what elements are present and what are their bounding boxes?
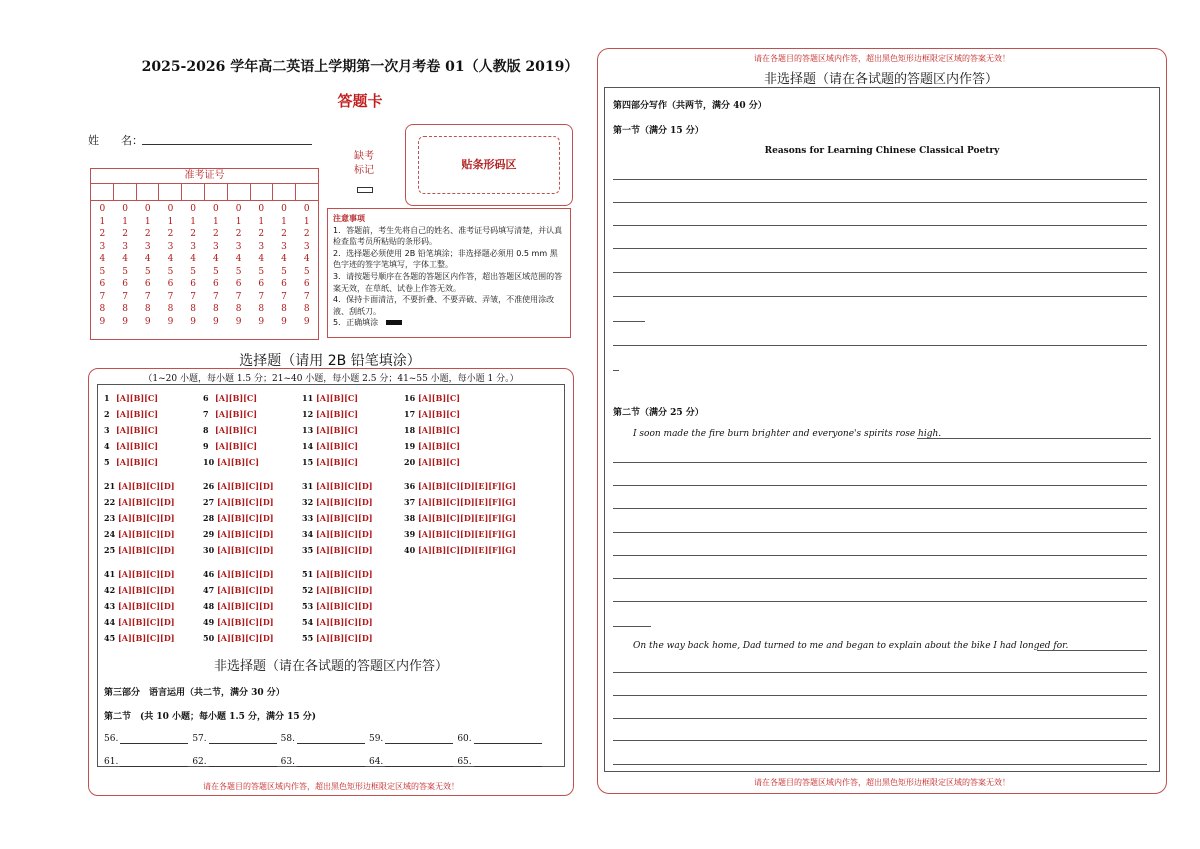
candidate-digit-bubble[interactable]: 8 bbox=[303, 304, 310, 314]
part4-section1-heading: 第一节（满分 15 分） bbox=[613, 126, 704, 136]
question-50-options[interactable]: 50 [A][B][C][D] bbox=[203, 633, 274, 643]
candidate-digit-bubble[interactable]: 9 bbox=[258, 316, 265, 327]
candidate-digit-bubble[interactable]: 3 bbox=[235, 241, 242, 252]
candidate-digit-bubble[interactable]: 8 bbox=[281, 304, 287, 314]
candidate-digit-bubble[interactable]: 4 bbox=[190, 254, 197, 264]
blank-answer-line[interactable] bbox=[385, 733, 453, 744]
question-2-options[interactable]: 2 [A][B][C] bbox=[104, 409, 159, 419]
question-19-options[interactable]: 19 [A][B][C] bbox=[404, 441, 461, 451]
candidate-digit-bubble[interactable]: 6 bbox=[213, 279, 219, 289]
candidate-digit-bubble[interactable]: 5 bbox=[258, 266, 265, 277]
question-20-options[interactable]: 20 [A][B][C] bbox=[404, 457, 461, 467]
question-49-options[interactable]: 49 [A][B][C][D] bbox=[203, 617, 274, 627]
candidate-digit-bubble[interactable]: 1 bbox=[258, 216, 265, 227]
blank-answer-line[interactable] bbox=[474, 756, 542, 767]
writing-line[interactable] bbox=[1037, 650, 1147, 651]
absent-mark-box[interactable] bbox=[357, 187, 373, 193]
candidate-digit-bubble[interactable]: 1 bbox=[235, 216, 242, 227]
candidate-digit-bubble[interactable]: 6 bbox=[190, 279, 197, 289]
candidate-digit-bubble[interactable]: 3 bbox=[144, 241, 151, 252]
part4-heading: 第四部分写作（共两节，满分 40 分） bbox=[613, 101, 767, 111]
question-9-options[interactable]: 9 [A][B][C] bbox=[203, 441, 258, 451]
question-36-options[interactable]: 36 [A][B][C][D][E][F][G] bbox=[404, 481, 516, 491]
candidate-digit-bubble[interactable]: 9 bbox=[190, 316, 197, 327]
candidate-digit-bubble[interactable]: 9 bbox=[281, 316, 287, 327]
candidate-digit-column[interactable] bbox=[182, 201, 205, 337]
blank-answer-line[interactable] bbox=[474, 733, 542, 744]
question-47-options[interactable]: 47 [A][B][C][D] bbox=[203, 585, 274, 595]
candidate-digit-bubble[interactable]: 1 bbox=[213, 216, 219, 227]
candidate-digit-bubble[interactable]: 6 bbox=[258, 279, 265, 289]
candidate-digit-bubble[interactable]: 6 bbox=[144, 279, 151, 289]
candidate-digit-bubble[interactable]: 2 bbox=[122, 229, 128, 239]
candidate-digit-bubble[interactable]: 1 bbox=[167, 216, 174, 227]
right-bottom-warning: 请在各题目的答题区域内作答，超出黑色矩形边框限定区域的答案无效！ bbox=[754, 778, 1010, 787]
question-38-options[interactable]: 38 [A][B][C][D][E][F][G] bbox=[404, 513, 516, 523]
question-46-options[interactable]: 46 [A][B][C][D] bbox=[203, 569, 274, 579]
blank-label: 57. bbox=[192, 734, 207, 744]
candidate-digit-bubble[interactable]: 0 bbox=[258, 204, 265, 214]
candidate-digit-column[interactable] bbox=[273, 201, 296, 337]
question-32-options[interactable]: 32 [A][B][C][D] bbox=[302, 497, 373, 507]
question-3-options[interactable]: 3 [A][B][C] bbox=[104, 425, 159, 435]
candidate-digit-bubble[interactable]: 0 bbox=[122, 204, 128, 214]
candidate-digit-bubble[interactable]: 5 bbox=[281, 266, 287, 277]
question-45-options[interactable]: 45 [A][B][C][D] bbox=[104, 633, 175, 643]
question-44-options[interactable]: 44 [A][B][C][D] bbox=[104, 617, 175, 627]
candidate-digit-bubble[interactable]: 3 bbox=[99, 241, 106, 252]
essay-title: Reasons for Learning Chinese Classical Poetry bbox=[764, 146, 1000, 156]
candidate-digit-bubble[interactable]: 0 bbox=[144, 204, 151, 214]
candidate-digit-bubble[interactable]: 7 bbox=[167, 291, 174, 302]
barcode-area bbox=[405, 124, 573, 206]
question-51-options[interactable]: 51 [A][B][C][D] bbox=[302, 569, 373, 579]
candidate-digit-bubble[interactable]: 5 bbox=[167, 266, 174, 277]
name-label: 姓 名： bbox=[88, 134, 143, 147]
question-29-options[interactable]: 29 [A][B][C][D] bbox=[203, 529, 274, 539]
blank-answer-line[interactable] bbox=[120, 733, 188, 744]
candidate-digit-bubble[interactable]: 2 bbox=[213, 229, 219, 239]
writing-line[interactable] bbox=[613, 202, 1147, 203]
blank-row bbox=[104, 733, 546, 744]
writing-line[interactable] bbox=[613, 764, 1147, 765]
question-6-options[interactable]: 6 [A][B][C] bbox=[203, 393, 258, 403]
writing-line[interactable] bbox=[613, 272, 1147, 273]
question-17-options[interactable]: 17 [A][B][C] bbox=[404, 409, 461, 419]
writing-line[interactable] bbox=[613, 740, 1147, 741]
candidate-digit-bubble[interactable]: 7 bbox=[303, 291, 310, 302]
candidate-digit-bubble[interactable]: 4 bbox=[281, 254, 287, 264]
candidate-digit-bubble[interactable]: 6 bbox=[303, 279, 310, 289]
candidate-digit-bubble[interactable]: 8 bbox=[213, 304, 219, 314]
writing-line[interactable] bbox=[613, 485, 1147, 486]
candidate-digit-bubble[interactable]: 0 bbox=[281, 204, 287, 214]
candidate-digit-bubble[interactable]: 2 bbox=[167, 229, 174, 239]
writing-line[interactable] bbox=[613, 462, 1147, 463]
candidate-digit-bubble[interactable]: 9 bbox=[167, 316, 174, 327]
writing-line[interactable] bbox=[613, 532, 1147, 533]
candidate-digit-bubble[interactable]: 0 bbox=[190, 204, 197, 214]
question-14-options[interactable]: 14 [A][B][C] bbox=[302, 441, 359, 451]
candidate-digit-bubble[interactable]: 8 bbox=[122, 304, 128, 314]
candidate-number-input-cells[interactable] bbox=[91, 184, 318, 201]
blank-label: 62. bbox=[192, 757, 207, 767]
notes-title: 注意事项 bbox=[333, 214, 365, 223]
candidate-digit-bubble[interactable]: 9 bbox=[213, 316, 219, 327]
candidate-digit-bubble[interactable]: 3 bbox=[258, 241, 265, 252]
question-39-options[interactable]: 39 [A][B][C][D][E][F][G] bbox=[404, 529, 516, 539]
candidate-digit-bubble[interactable]: 6 bbox=[122, 279, 128, 289]
question-41-options[interactable]: 41 [A][B][C][D] bbox=[104, 569, 175, 579]
candidate-digit-bubble[interactable]: 0 bbox=[167, 204, 174, 214]
blank-answer-line[interactable] bbox=[209, 756, 277, 767]
choice-scoring-note: （1~20 小题，每小题 1.5 分；21~40 小题，每小题 2.5 分；41~55 小题，每小题 1 分。） bbox=[143, 374, 519, 384]
question-7-options[interactable]: 7 [A][B][C] bbox=[203, 409, 258, 419]
name-field[interactable] bbox=[142, 144, 312, 145]
candidate-digit-bubble[interactable]: 8 bbox=[190, 304, 197, 314]
candidate-digit-column[interactable] bbox=[295, 201, 318, 337]
candidate-digit-bubble[interactable]: 7 bbox=[190, 291, 197, 302]
candidate-digit-bubble[interactable]: 8 bbox=[258, 304, 265, 314]
choice-section-box bbox=[88, 368, 574, 796]
writing-line[interactable] bbox=[613, 672, 1147, 673]
barcode-label: 贴条形码区 bbox=[418, 136, 560, 194]
candidate-digit-bubble[interactable]: 6 bbox=[281, 279, 287, 289]
writing-line[interactable] bbox=[613, 601, 1147, 602]
writing-line[interactable] bbox=[613, 296, 1147, 297]
question-54-options[interactable]: 54 [A][B][C][D] bbox=[302, 617, 373, 627]
question-24-options[interactable]: 24 [A][B][C][D] bbox=[104, 529, 175, 539]
candidate-digit-bubble[interactable]: 2 bbox=[303, 229, 310, 239]
candidate-number-bubble-grid[interactable] bbox=[91, 201, 318, 337]
question-48-options[interactable]: 48 [A][B][C][D] bbox=[203, 601, 274, 611]
candidate-digit-bubble[interactable]: 5 bbox=[190, 266, 197, 277]
notes-item: 5．正确填涂 bbox=[333, 317, 565, 329]
blank-answer-line[interactable] bbox=[297, 756, 365, 767]
candidate-digit-column[interactable] bbox=[227, 201, 250, 337]
notes-item: 4．保持卡面清洁，不要折叠、不要弄破、弄皱，不准使用涂改液、刮纸刀。 bbox=[333, 295, 555, 316]
candidate-digit-column[interactable] bbox=[91, 201, 114, 337]
writing-line[interactable] bbox=[613, 321, 645, 322]
notes-item: 3．请按题号顺序在各题的答题区内作答，超出答题区域范围的答案无效，在草纸、试卷上作答无效。 bbox=[333, 271, 563, 293]
candidate-digit-column[interactable] bbox=[114, 201, 137, 337]
notes-item: 2．选择题必须使用 2B 铅笔填涂；非选择题必须用 0.5 mm 黑色字迹的签字笔填写，字体工整。 bbox=[333, 248, 558, 270]
question-42-options[interactable]: 42 [A][B][C][D] bbox=[104, 585, 175, 595]
candidate-digit-bubble[interactable]: 8 bbox=[144, 304, 151, 314]
writing-line[interactable] bbox=[613, 555, 1147, 556]
question-21-options[interactable]: 21 [A][B][C][D] bbox=[104, 481, 175, 491]
candidate-digit-bubble[interactable]: 2 bbox=[190, 229, 197, 239]
candidate-digit-bubble[interactable]: 4 bbox=[303, 254, 310, 264]
question-30-options[interactable]: 30 [A][B][C][D] bbox=[203, 545, 274, 555]
notes-item: 1．答题前，考生先将自己的姓名、准考证号码填写清楚，并认真检查监考员所粘贴的条形码。 bbox=[333, 225, 563, 247]
blank-label: 56. bbox=[104, 734, 119, 744]
blank-label: 63. bbox=[280, 757, 295, 767]
candidate-digit-bubble[interactable]: 4 bbox=[99, 254, 106, 264]
candidate-digit-bubble[interactable]: 2 bbox=[281, 229, 287, 239]
candidate-digit-bubble[interactable]: 3 bbox=[303, 241, 310, 252]
candidate-digit-bubble[interactable]: 9 bbox=[99, 316, 106, 327]
writing-line[interactable] bbox=[613, 578, 1147, 579]
candidate-digit-column[interactable] bbox=[136, 201, 159, 337]
candidate-digit-column[interactable] bbox=[250, 201, 273, 337]
candidate-digit-bubble[interactable]: 9 bbox=[144, 316, 151, 327]
candidate-digit-bubble[interactable]: 1 bbox=[144, 216, 151, 227]
question-13-options[interactable]: 13 [A][B][C] bbox=[302, 425, 359, 435]
candidate-digit-bubble[interactable]: 0 bbox=[303, 204, 310, 214]
candidate-digit-bubble[interactable]: 0 bbox=[99, 204, 106, 214]
blank-answer-line[interactable] bbox=[209, 733, 277, 744]
part3-heading: 第三部分 语言运用（共二节，满分 30 分） bbox=[104, 688, 285, 698]
candidate-digit-bubble[interactable]: 3 bbox=[167, 241, 174, 252]
question-23-options[interactable]: 23 [A][B][C][D] bbox=[104, 513, 175, 523]
blank-answer-line[interactable] bbox=[385, 756, 453, 767]
candidate-digit-bubble[interactable]: 2 bbox=[258, 229, 265, 239]
candidate-digit-bubble[interactable]: 3 bbox=[190, 241, 197, 252]
paragraph1-opening: I soon made the fire burn brighter and everyone's spirits rose high. bbox=[633, 429, 942, 439]
question-4-options[interactable]: 4 [A][B][C] bbox=[104, 441, 159, 451]
candidate-digit-column[interactable] bbox=[159, 201, 182, 337]
candidate-digit-bubble[interactable]: 5 bbox=[213, 266, 219, 277]
candidate-digit-bubble[interactable]: 7 bbox=[258, 291, 265, 302]
blank-label: 64. bbox=[368, 757, 384, 767]
question-34-options[interactable]: 34 [A][B][C][D] bbox=[302, 529, 373, 539]
writing-line[interactable] bbox=[613, 248, 1147, 249]
absent-mark-label: 缺考 标记 bbox=[354, 151, 374, 176]
candidate-digit-bubble[interactable]: 4 bbox=[235, 254, 242, 264]
candidate-digit-bubble[interactable]: 4 bbox=[213, 254, 219, 264]
part3-section2-heading: 第二节 (共 10 小题；每小题 1.5 分，满分 15 分) bbox=[104, 712, 317, 722]
writing-line[interactable] bbox=[613, 345, 1147, 346]
candidate-digit-bubble[interactable]: 1 bbox=[281, 216, 287, 227]
question-15-options[interactable]: 15 [A][B][C] bbox=[302, 457, 359, 467]
candidate-number-box bbox=[90, 168, 319, 340]
blank-label: 65. bbox=[457, 757, 472, 767]
right-top-warning: 请在各题目的答题区域内作答，超出黑色矩形边框限定区域的答案无效！ bbox=[754, 54, 1010, 63]
question-40-options[interactable]: 40 [A][B][C][D][E][F][G] bbox=[404, 545, 516, 555]
writing-line[interactable] bbox=[613, 179, 1147, 180]
question-27-options[interactable]: 27 [A][B][C][D] bbox=[203, 497, 274, 507]
candidate-digit-bubble[interactable]: 7 bbox=[122, 291, 128, 302]
candidate-digit-bubble[interactable]: 0 bbox=[235, 204, 242, 214]
candidate-digit-bubble[interactable]: 6 bbox=[99, 279, 106, 289]
writing-line[interactable] bbox=[613, 695, 1147, 696]
writing-line[interactable] bbox=[613, 718, 1147, 719]
question-22-options[interactable]: 22 [A][B][C][D] bbox=[104, 497, 175, 507]
question-1-options[interactable]: 1 [A][B][C] bbox=[104, 393, 159, 403]
blank-answer-line[interactable] bbox=[297, 733, 365, 744]
part4-section2-heading: 第二节（满分 25 分） bbox=[613, 408, 704, 418]
writing-line[interactable] bbox=[613, 225, 1147, 226]
left-footer-warning: 请在各题目的答题区域内作答，超出黑色矩形边框限定区域的答案无效！ bbox=[203, 782, 459, 791]
candidate-digit-bubble[interactable]: 6 bbox=[235, 279, 242, 289]
question-10-options[interactable]: 10 [A][B][C] bbox=[203, 457, 260, 467]
question-18-options[interactable]: 18 [A][B][C] bbox=[404, 425, 461, 435]
candidate-digit-bubble[interactable]: 1 bbox=[303, 216, 310, 227]
candidate-digit-bubble[interactable]: 1 bbox=[122, 216, 128, 227]
candidate-digit-bubble[interactable]: 8 bbox=[235, 304, 242, 314]
question-52-options[interactable]: 52 [A][B][C][D] bbox=[302, 585, 373, 595]
candidate-digit-bubble[interactable]: 1 bbox=[99, 216, 106, 227]
candidate-digit-bubble[interactable]: 4 bbox=[167, 254, 174, 264]
writing-line[interactable] bbox=[613, 508, 1147, 509]
candidate-digit-bubble[interactable]: 8 bbox=[99, 304, 106, 314]
candidate-digit-bubble[interactable]: 1 bbox=[190, 216, 197, 227]
right-nonchoice-heading: 非选择题（请在各试题的答题区内作答） bbox=[763, 72, 998, 87]
candidate-digit-bubble[interactable]: 5 bbox=[99, 266, 106, 277]
question-25-options[interactable]: 25 [A][B][C][D] bbox=[104, 545, 175, 555]
candidate-digit-bubble[interactable]: 2 bbox=[99, 229, 106, 239]
writing-line[interactable] bbox=[613, 626, 651, 627]
writing-line[interactable] bbox=[613, 370, 619, 371]
question-8-options[interactable]: 8 [A][B][C] bbox=[203, 425, 258, 435]
question-12-options[interactable]: 12 [A][B][C] bbox=[302, 409, 359, 419]
candidate-digit-bubble[interactable]: 8 bbox=[167, 304, 174, 314]
candidate-digit-bubble[interactable]: 4 bbox=[122, 254, 128, 264]
candidate-digit-bubble[interactable]: 3 bbox=[213, 241, 219, 252]
question-43-options[interactable]: 43 [A][B][C][D] bbox=[104, 601, 175, 611]
candidate-digit-bubble[interactable]: 7 bbox=[99, 291, 106, 302]
candidate-number-label: 准考证号 bbox=[91, 169, 318, 184]
question-53-options[interactable]: 53 [A][B][C][D] bbox=[302, 601, 373, 611]
answer-sheet-title: 答题卡 bbox=[337, 92, 383, 110]
candidate-digit-bubble[interactable]: 9 bbox=[235, 316, 242, 327]
left-nonchoice-heading: 非选择题（请在各试题的答题区内作答） bbox=[213, 659, 448, 674]
blank-label: 59. bbox=[368, 734, 384, 744]
candidate-digit-bubble[interactable]: 3 bbox=[281, 241, 287, 252]
candidate-digit-bubble[interactable]: 2 bbox=[144, 229, 151, 239]
candidate-digit-bubble[interactable]: 5 bbox=[144, 266, 151, 277]
candidate-digit-bubble[interactable]: 7 bbox=[235, 291, 242, 302]
candidate-digit-bubble[interactable]: 3 bbox=[122, 241, 128, 252]
candidate-digit-bubble[interactable]: 7 bbox=[144, 291, 151, 302]
question-16-options[interactable]: 16 [A][B][C] bbox=[404, 393, 461, 403]
candidate-digit-bubble[interactable]: 2 bbox=[235, 229, 242, 239]
writing-answer-area[interactable] bbox=[604, 87, 1160, 772]
notes-box bbox=[327, 208, 571, 338]
exam-title: 2025-2026 学年高二英语上学期第一次月考卷 01（人教版 2019） bbox=[141, 59, 579, 75]
paragraph2-opening: On the way back home, Dad turned to me and began to explain about the bike I had longed for. bbox=[633, 641, 1069, 651]
choice-section-heading: 选择题（请用 2B 铅笔填涂） bbox=[239, 353, 421, 369]
blank-label: 60. bbox=[457, 734, 472, 744]
candidate-digit-bubble[interactable]: 4 bbox=[144, 254, 151, 264]
blank-answer-line[interactable] bbox=[120, 756, 188, 767]
question-26-options[interactable]: 26 [A][B][C][D] bbox=[203, 481, 274, 491]
question-33-options[interactable]: 33 [A][B][C][D] bbox=[302, 513, 373, 523]
question-31-options[interactable]: 31 [A][B][C][D] bbox=[302, 481, 373, 491]
candidate-digit-bubble[interactable]: 6 bbox=[167, 279, 174, 289]
candidate-digit-bubble[interactable]: 5 bbox=[122, 266, 128, 277]
candidate-digit-bubble[interactable]: 9 bbox=[122, 316, 128, 327]
blank-row bbox=[104, 756, 546, 767]
question-5-options[interactable]: 5 [A][B][C] bbox=[104, 457, 159, 467]
question-37-options[interactable]: 37 [A][B][C][D][E][F][G] bbox=[404, 497, 516, 507]
question-11-options[interactable]: 11 [A][B][C] bbox=[302, 393, 359, 403]
candidate-digit-bubble[interactable]: 5 bbox=[235, 266, 242, 277]
candidate-digit-column[interactable] bbox=[205, 201, 228, 337]
candidate-digit-bubble[interactable]: 0 bbox=[213, 204, 219, 214]
blank-label: 58. bbox=[280, 734, 295, 744]
candidate-digit-bubble[interactable]: 5 bbox=[303, 266, 310, 277]
question-35-options[interactable]: 35 [A][B][C][D] bbox=[302, 545, 373, 555]
question-55-options[interactable]: 55 [A][B][C][D] bbox=[302, 633, 373, 643]
question-28-options[interactable]: 28 [A][B][C][D] bbox=[203, 513, 274, 523]
candidate-digit-bubble[interactable]: 7 bbox=[213, 291, 219, 302]
blank-label: 61. bbox=[104, 757, 119, 767]
candidate-digit-bubble[interactable]: 9 bbox=[303, 316, 310, 327]
writing-line[interactable] bbox=[917, 438, 1151, 439]
correct-fill-sample bbox=[386, 320, 402, 325]
candidate-digit-bubble[interactable]: 7 bbox=[281, 291, 287, 302]
candidate-digit-bubble[interactable]: 4 bbox=[258, 254, 265, 264]
